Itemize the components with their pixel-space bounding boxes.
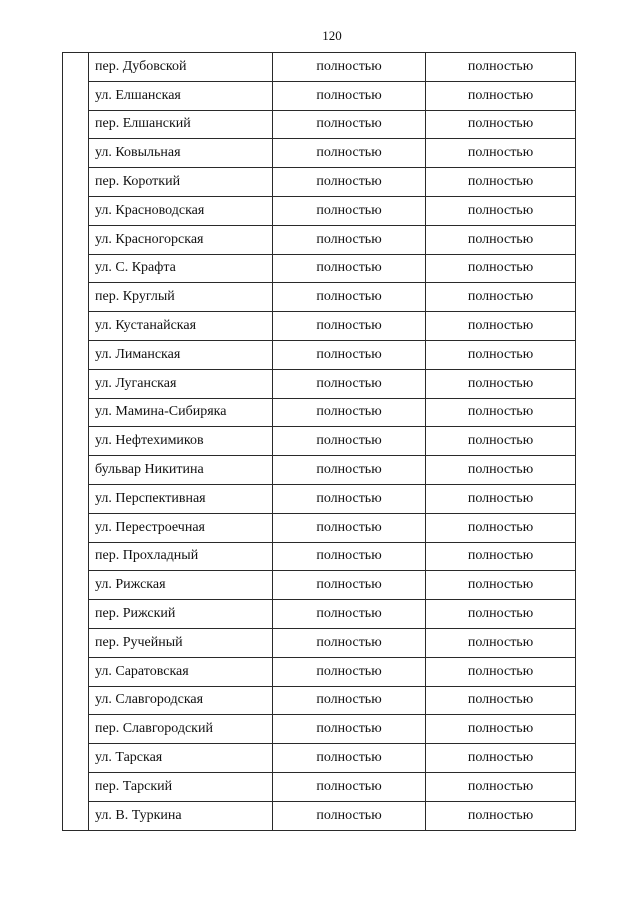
coverage-cell-a: полностью bbox=[273, 196, 426, 225]
table-row bbox=[63, 283, 576, 312]
coverage-cell-b: полностью bbox=[426, 542, 576, 571]
street-name-cell: ул. Мамина-Сибиряка bbox=[89, 398, 273, 427]
street-name-cell: ул. С. Крафта bbox=[89, 254, 273, 283]
table-row bbox=[63, 772, 576, 801]
coverage-cell-b: полностью bbox=[426, 801, 576, 830]
street-name-cell: ул. Славгородская bbox=[89, 686, 273, 715]
street-name-cell: пер. Дубовской bbox=[89, 53, 273, 82]
table-row bbox=[63, 456, 576, 485]
coverage-cell-a: полностью bbox=[273, 513, 426, 542]
street-name-cell: ул. Ковыльная bbox=[89, 139, 273, 168]
table-row bbox=[63, 542, 576, 571]
coverage-cell-b: полностью bbox=[426, 456, 576, 485]
coverage-cell-a: полностью bbox=[273, 715, 426, 744]
table-row bbox=[63, 628, 576, 657]
coverage-cell-a: полностью bbox=[273, 657, 426, 686]
coverage-cell-b: полностью bbox=[426, 398, 576, 427]
table-row bbox=[63, 657, 576, 686]
table-row bbox=[63, 744, 576, 773]
coverage-cell-b: полностью bbox=[426, 427, 576, 456]
coverage-cell-b: полностью bbox=[426, 283, 576, 312]
street-name-cell: пер. Тарский bbox=[89, 772, 273, 801]
street-name-cell: бульвар Никитина bbox=[89, 456, 273, 485]
coverage-cell-b: полностью bbox=[426, 139, 576, 168]
table-row bbox=[63, 600, 576, 629]
table-row bbox=[63, 801, 576, 830]
coverage-cell-a: полностью bbox=[273, 456, 426, 485]
table-body bbox=[63, 53, 576, 831]
coverage-cell-a: полностью bbox=[273, 772, 426, 801]
coverage-cell-b: полностью bbox=[426, 686, 576, 715]
table-row bbox=[63, 53, 576, 82]
coverage-cell-a: полностью bbox=[273, 254, 426, 283]
coverage-cell-b: полностью bbox=[426, 110, 576, 139]
coverage-cell-a: полностью bbox=[273, 571, 426, 600]
table-row bbox=[63, 81, 576, 110]
coverage-cell-a: полностью bbox=[273, 283, 426, 312]
street-name-cell: ул. Рижская bbox=[89, 571, 273, 600]
coverage-cell-a: полностью bbox=[273, 312, 426, 341]
coverage-cell-a: полностью bbox=[273, 110, 426, 139]
table-row bbox=[63, 484, 576, 513]
coverage-cell-a: полностью bbox=[273, 744, 426, 773]
street-table bbox=[62, 52, 576, 831]
coverage-cell-a: полностью bbox=[273, 427, 426, 456]
coverage-cell-a: полностью bbox=[273, 81, 426, 110]
table-row bbox=[63, 312, 576, 341]
coverage-cell-a: полностью bbox=[273, 168, 426, 197]
street-name-cell: ул. Перестроечная bbox=[89, 513, 273, 542]
blank-number-column bbox=[63, 53, 89, 831]
street-name-cell: пер. Ручейный bbox=[89, 628, 273, 657]
coverage-cell-b: полностью bbox=[426, 571, 576, 600]
coverage-cell-b: полностью bbox=[426, 484, 576, 513]
coverage-cell-a: полностью bbox=[273, 340, 426, 369]
coverage-cell-a: полностью bbox=[273, 53, 426, 82]
street-name-cell: ул. Красноводская bbox=[89, 196, 273, 225]
coverage-cell-b: полностью bbox=[426, 312, 576, 341]
coverage-cell-a: полностью bbox=[273, 628, 426, 657]
coverage-cell-b: полностью bbox=[426, 168, 576, 197]
coverage-cell-a: полностью bbox=[273, 600, 426, 629]
coverage-cell-b: полностью bbox=[426, 744, 576, 773]
table-row bbox=[63, 340, 576, 369]
coverage-cell-a: полностью bbox=[273, 686, 426, 715]
table-row bbox=[63, 139, 576, 168]
coverage-cell-a: полностью bbox=[273, 484, 426, 513]
street-name-cell: ул. Тарская bbox=[89, 744, 273, 773]
coverage-cell-b: полностью bbox=[426, 600, 576, 629]
table-row bbox=[63, 369, 576, 398]
coverage-cell-b: полностью bbox=[426, 628, 576, 657]
coverage-cell-a: полностью bbox=[273, 139, 426, 168]
table-row bbox=[63, 715, 576, 744]
street-name-cell: ул. Кустанайская bbox=[89, 312, 273, 341]
coverage-cell-a: полностью bbox=[273, 369, 426, 398]
coverage-cell-b: полностью bbox=[426, 657, 576, 686]
street-name-cell: пер. Славгородский bbox=[89, 715, 273, 744]
table-row bbox=[63, 427, 576, 456]
table-row bbox=[63, 254, 576, 283]
street-name-cell: ул. Перспективная bbox=[89, 484, 273, 513]
street-name-cell: ул. Луганская bbox=[89, 369, 273, 398]
table-row bbox=[63, 196, 576, 225]
coverage-cell-b: полностью bbox=[426, 225, 576, 254]
street-name-cell: ул. Саратовская bbox=[89, 657, 273, 686]
coverage-cell-b: полностью bbox=[426, 53, 576, 82]
coverage-cell-b: полностью bbox=[426, 340, 576, 369]
coverage-cell-b: полностью bbox=[426, 772, 576, 801]
table-row bbox=[63, 398, 576, 427]
street-name-cell: ул. Лиманская bbox=[89, 340, 273, 369]
table-row bbox=[63, 168, 576, 197]
street-name-cell: ул. В. Туркина bbox=[89, 801, 273, 830]
street-name-cell: пер. Рижский bbox=[89, 600, 273, 629]
coverage-cell-b: полностью bbox=[426, 715, 576, 744]
table-row bbox=[63, 513, 576, 542]
street-name-cell: ул. Красногорская bbox=[89, 225, 273, 254]
coverage-cell-b: полностью bbox=[426, 369, 576, 398]
street-name-cell: ул. Нефтехимиков bbox=[89, 427, 273, 456]
coverage-cell-b: полностью bbox=[426, 196, 576, 225]
street-name-cell: пер. Короткий bbox=[89, 168, 273, 197]
coverage-cell-a: полностью bbox=[273, 398, 426, 427]
street-name-cell: пер. Елшанский bbox=[89, 110, 273, 139]
coverage-cell-a: полностью bbox=[273, 225, 426, 254]
coverage-cell-b: полностью bbox=[426, 81, 576, 110]
coverage-cell-b: полностью bbox=[426, 254, 576, 283]
table-row bbox=[63, 225, 576, 254]
table-row bbox=[63, 571, 576, 600]
table-row bbox=[63, 110, 576, 139]
street-name-cell: ул. Елшанская bbox=[89, 81, 273, 110]
coverage-cell-a: полностью bbox=[273, 542, 426, 571]
page-number: 120 bbox=[322, 28, 342, 43]
coverage-cell-a: полностью bbox=[273, 801, 426, 830]
street-name-cell: пер. Прохладный bbox=[89, 542, 273, 571]
street-name-cell: пер. Круглый bbox=[89, 283, 273, 312]
table-row bbox=[63, 686, 576, 715]
coverage-cell-b: полностью bbox=[426, 513, 576, 542]
